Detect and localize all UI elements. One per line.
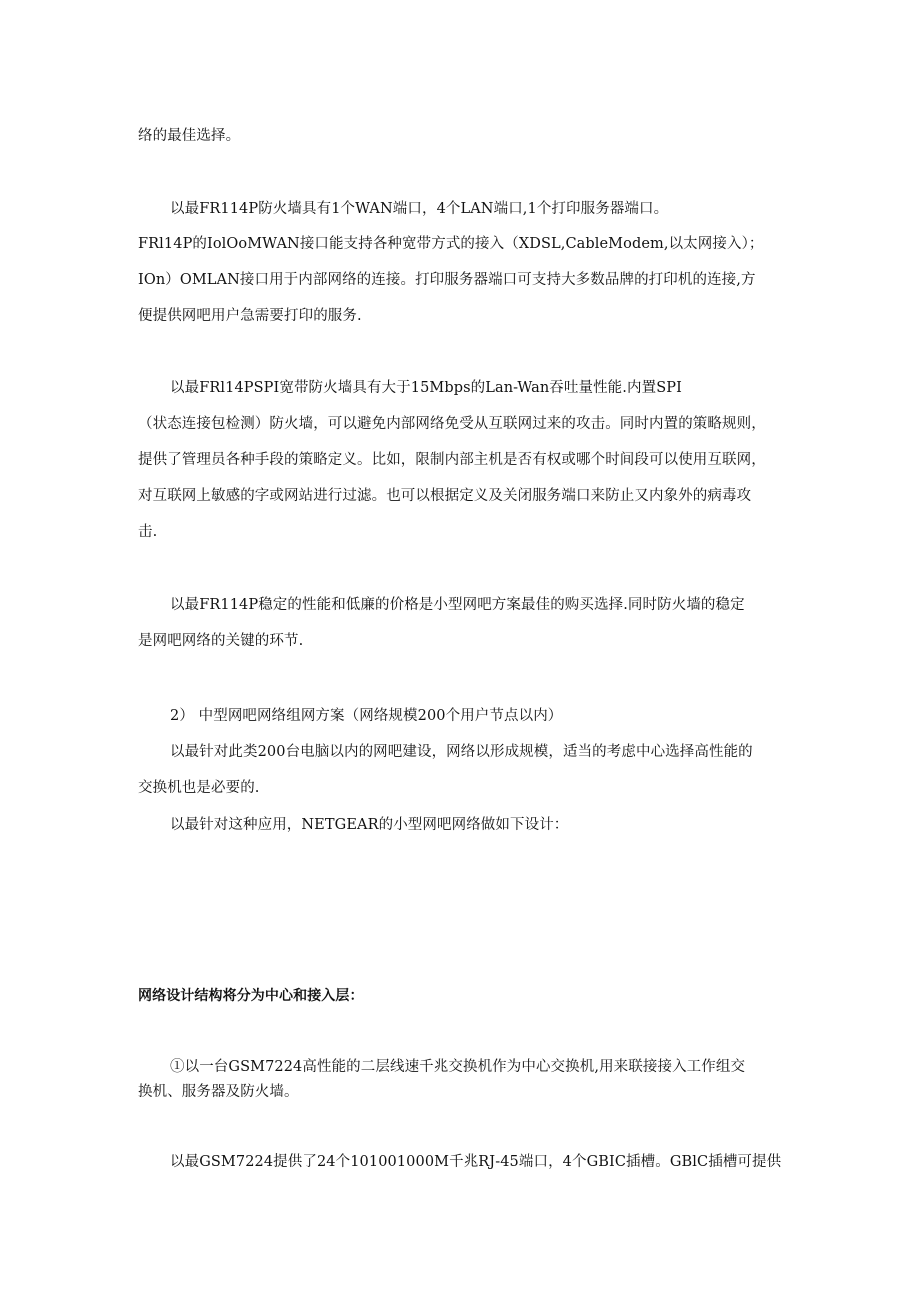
text-line: 以最针对此类200台电脑以内的网吧建设，网络以形成规模，适当的考虑中心选择高性能的 [170,744,753,760]
text-line: IOn）OMLAN接口用于内部网络的连接。打印服务器端口可支持大多数品牌的打印机的连接,方 [138,272,756,288]
text-line: 换机、服务器及防火墙。 [138,1084,299,1100]
section-heading: 2） 中型网吧网络组网方案（网络规模200个用户节点以内） [170,708,563,724]
text-line: 提供了管理员各种手段的策略定义。比如，限制内部主机是否有权或哪个时间段可以使用互联网， [138,452,766,468]
text-line: 对互联网上敏感的字或网站进行过滤。也可以根据定义及关闭服务端口来防止又内象外的病毒攻 [138,488,752,504]
text-line: 便提供网吧用户急需要打印的服务. [138,308,362,324]
text-line: 交换机也是必要的. [138,780,260,796]
section-heading: 网络设计结构将分为中心和接入层： [138,988,364,1004]
text-line: 以最针对这种应用，NETGEAR的小型网吧网络做如下设计： [170,817,569,833]
text-line: 以最FR114P防火墙具有1个WAN端口，4个LAN端口,1个打印服务器端口。 [170,201,669,217]
text-line: ①以一台GSM7224高性能的二层线速千兆交换机作为中心交换机,用来联接接入工作组交 [170,1059,746,1075]
text-line: 以最GSM7224提供了24个101001000M千兆RJ-45端口，4个GBIC插槽。GBlC插槽可提供 [170,1154,782,1170]
text-line: FRl14P的IolOoMWAN接口能支持各种宽带方式的接入（XDSL,CableModem,以太网接入）； [138,236,764,252]
text-line: （状态连接包检测）防火墙，可以避免内部网络免受从互联网过来的攻击。同时内置的策略规则， [138,416,766,432]
text-line: 络的最佳选择。 [138,128,241,144]
text-line: 击. [138,524,158,540]
text-line: 是网吧网络的关键的环节. [138,633,304,649]
text-line: 以最FR114P稳定的性能和低廉的价格是小型网吧方案最佳的购买选择.同时防火墙的稳定 [170,597,745,613]
text-line: 以最FRl14PSPI宽带防火墙具有大于15Mbps的Lan-Wan吞吐量性能.内置SPI [170,380,682,396]
